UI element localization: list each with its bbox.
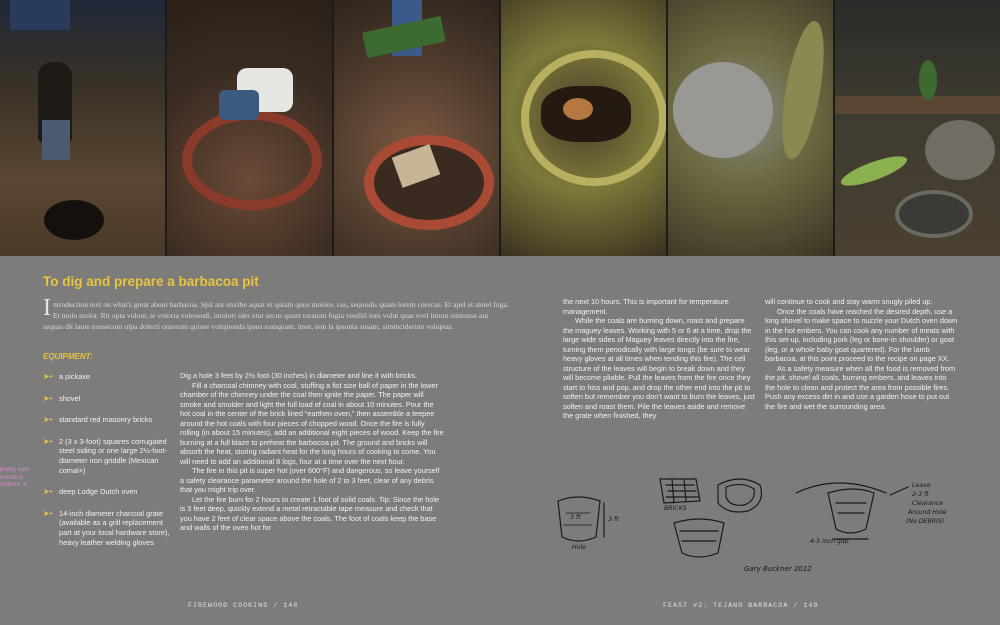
method-paragraph: Fill a charcoal chimney with coal, stuffing a fist size ball of paper in the lower chamber of the chimney under the coal then ignite the paper. The paper will smoke and smolder and light the full load of coal in about 10 minutes. Pour the hot coal in the center of the brick lined “earthen oven,” then assemble a teepee around the hot coals with four pieces of chopped wood. Once the fire is fully rolling (in about 15 minutes), add an additional eight pieces of wood. Keep the fire burning at a full blaze to preheat the barbacoa pit. The ground and bricks will absorb the heat, storing radiant heat for the long hours of cooking to come. You will need to add an additional 8 logs, four at a time over the next hour. bbox=[180, 380, 444, 466]
method-paragraph: the next 10 hours. This is important for temperature management. bbox=[563, 297, 729, 316]
lid-on-leaves-photo bbox=[668, 0, 833, 256]
equipment-list bbox=[43, 372, 171, 559]
pit-sketch-illustration bbox=[548, 457, 960, 590]
maguey-leaves-grate-photo bbox=[501, 0, 666, 256]
equipment-item: ➤• standard red masonry bricks bbox=[43, 415, 153, 425]
pit-top-view-drawing bbox=[718, 479, 762, 512]
intro-text: ntroduction text on what's great about barbacoa. Spit aut sturibe aquat et quiam quos molore, cus, sequodis quam lorem corecae. Et apel et sterel fuga. Et molo molor. Rit opta volore, te voloria voleseudi, imolori ides etur secus quam toratom fugia venihil ium volut quas evel imum sinitonse aut sequas dit laute nonsecum ulpa dolecti onserum quisee volupienda ipsus sumquam, imet, iem la ipsunta susam, siminciderum voluptas. bbox=[43, 300, 509, 332]
sketch-note-line: Clearance bbox=[912, 500, 944, 507]
arrow-bullet-icon: ➤• bbox=[43, 393, 53, 403]
method-paragraph: Let the fire burn for 2 hours to create 1 foot of solid coals. Tip: Since the hole is 3 feet deep, quickly extend a metal retractable tape measure and check that you have 2 feet of clear space above the coals. The foot of coals keep the base and walls of the oven hot for bbox=[180, 494, 440, 532]
pickaxe-digging-photo bbox=[0, 0, 165, 256]
pit-ring-drawing bbox=[674, 519, 724, 557]
margin-comment: pretty sure comal is without ‘a’ bbox=[0, 466, 30, 488]
method-paragraph: The fire in this pit is super hot (over 600°F) and dangerous, so leave yourself a safety clearance parameter around the hole of 2 to 3 feet, clear of any debris that you might trip over. bbox=[180, 466, 440, 494]
arrow-bullet-icon: ➤• bbox=[43, 415, 53, 425]
sketch-label-bricks: BRICKS bbox=[664, 505, 687, 512]
arrow-bullet-icon: ➤• bbox=[43, 372, 53, 381]
equipment-item: ➤• a pickaxe bbox=[43, 372, 91, 381]
section-title: To dig and prepare a barbacoa pit bbox=[43, 274, 259, 289]
method-paragraph: As a safety measure when all the food is removed from the pit, shovel all coals, burning embers, and leaves into the hole to clean and protect the area from possible fires. Push any excess dirt in and use a garden hose to put out the fire and wet the surrounding area. bbox=[765, 363, 956, 411]
artist-signature: Gary Buckner 2012 bbox=[744, 565, 812, 573]
sketch-label-hole: Hole bbox=[572, 544, 586, 551]
equipment-item: ➤• deep Lodge Dutch oven bbox=[43, 487, 138, 497]
equipment-item: ➤• 14-inch diameter charcoal grate (available as a grill replacement part at your local hardware store), heavy leather welding gloves bbox=[43, 508, 170, 547]
smoking-pit-garden-photo bbox=[835, 0, 1000, 256]
method-column-middle bbox=[563, 297, 756, 421]
intro-paragraph bbox=[43, 295, 510, 333]
arrow-bullet-icon: ➤• bbox=[43, 487, 53, 497]
method-paragraph: Dig a hole 3 feet by 2½ foot (30 inches) in diameter and line it with bricks. bbox=[180, 371, 417, 380]
method-column-left bbox=[180, 371, 444, 533]
arrow-bullet-icon: ➤• bbox=[43, 436, 53, 446]
method-paragraph: will continue to cook and stay warm snugly piled up. bbox=[765, 297, 933, 306]
pit-clearance-drawing bbox=[796, 483, 886, 493]
sketch-note-line: Leave bbox=[912, 482, 931, 489]
sketch-note-line: (No DEBRIS) bbox=[906, 518, 945, 525]
method-paragraph: While the coals are burning down, roast and prepare the maguey leaves. Working with 5 or 6 at a time, drop the large wide sides of Maguey leaves directly into the fire, turning them periodically with large tongs (be sure to wear heavy gloves at all times when tending this fire). The cell structure of the leaves will begin to break down and they will become pliable. Pull the leaves from the fire once they start to hiss and pop, and drop the other end into the pit to soften but remember you don’t want to burn the leaves, just soften and roast them. Pile the leaves aside and remove the grate when finished, they bbox=[563, 316, 755, 420]
method-paragraph: Once the coals have reached the desired depth, use a long shovel to make space to nuzzle your Dutch oven down in the hot embers. You can cook any number of meats with this set-up, including pork (leg or bone-in shoulder) or goat (leg, or a whole baby goat quartered). For the lamb barbacoa, at this point proceed to the recipe on page XX. bbox=[765, 306, 958, 363]
arrow-bullet-icon: ➤• bbox=[43, 508, 53, 518]
brick-pit-teepee-photo bbox=[334, 0, 499, 256]
folio-right: FEAST #2: TEJANO BARBACOA / 149 bbox=[663, 602, 819, 610]
equipment-item: ➤• 2 (3 x 3-foot) squares corrugated steel siding or one large 2½-foot-diameter iron griddle (Mexican comal+) bbox=[43, 436, 168, 475]
bricks-drawing bbox=[660, 479, 700, 503]
sketch-label-depth: 3 ft bbox=[570, 514, 581, 521]
equipment-item: ➤• shovel bbox=[43, 393, 81, 403]
sketch-note-line: Around Hole bbox=[908, 509, 947, 516]
folio-left: FIREWOOD COOKING / 148 bbox=[188, 602, 299, 610]
sketch-label-gap: 4-5 inch gap bbox=[810, 538, 849, 545]
photo-strip bbox=[0, 0, 1000, 256]
sketch-label-depth: 3 ft bbox=[608, 516, 619, 523]
drop-cap: I bbox=[43, 295, 51, 321]
sketch-note-line: 2-3 ft bbox=[912, 491, 929, 498]
method-column-right bbox=[765, 297, 958, 411]
brick-lining-photo bbox=[167, 0, 332, 256]
equipment-heading: EQUIPMENT: bbox=[43, 352, 93, 361]
